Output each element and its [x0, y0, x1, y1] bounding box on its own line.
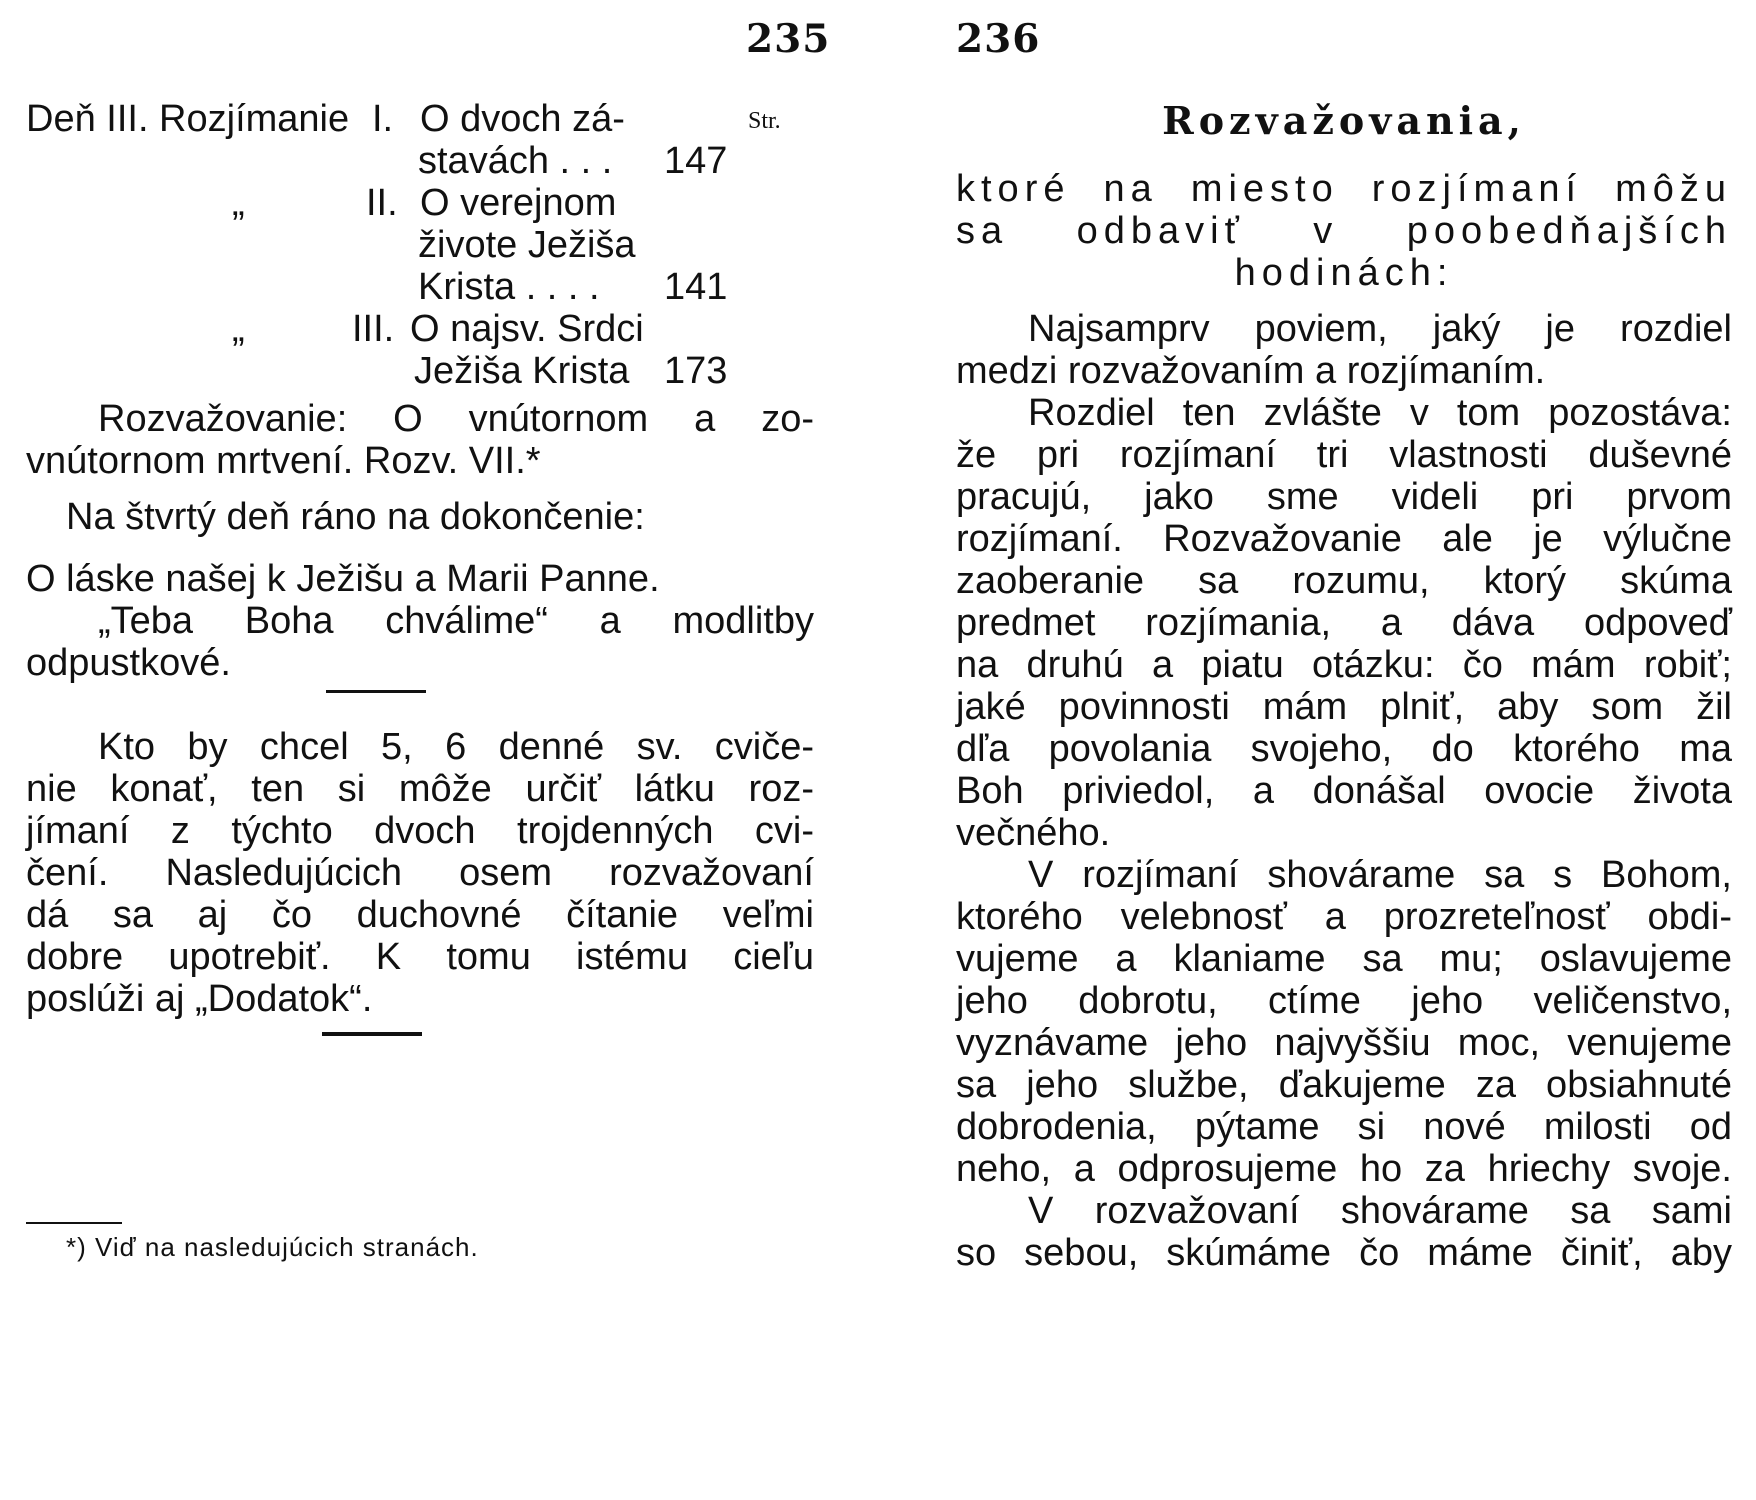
section-heading: Rozvažovania, [1162, 98, 1526, 143]
text-line: nie konať, ten si môže určiť látku roz- [26, 768, 814, 810]
text-line: na druhú a piatu otázku: čo mám robiť; [956, 644, 1732, 686]
text-line: medzi rozvažovaním a rozjímaním. [956, 350, 1546, 392]
page-number: 236 [956, 16, 1041, 62]
page-number: 235 [746, 16, 831, 62]
toc-page: 141 [664, 266, 728, 308]
subheading-line: ktoré na miesto rozjímaní môžu [956, 168, 1732, 210]
text-line: odpustkové. [26, 642, 231, 684]
text-line: pracujú, jako sme videli pri prvom [956, 476, 1732, 518]
toc-ditto: „ [232, 308, 245, 350]
toc-day-label: Deň III. Rozjímanie [26, 98, 350, 140]
subheading-line: sa odbaviť v poobedňajších [956, 210, 1732, 252]
text-line: jeho dobrotu, ctíme jeho veličenstvo, [956, 980, 1732, 1022]
text-line: vnútornom mrtvení. Rozv. VII.* [26, 440, 541, 482]
text-line: vyznávame jeho najvyššiu moc, venujeme [956, 1022, 1732, 1064]
toc-roman: II. [366, 182, 398, 224]
toc-page: 147 [664, 140, 728, 182]
footnote: *) Viď na nasledujúcich stranách. [66, 1232, 479, 1262]
toc-roman: I. [372, 98, 394, 140]
right-page [878, 0, 1756, 1500]
text-line: V rozjímaní shovárame sa s Bohom, [1028, 854, 1732, 896]
text-line: Kto by chcel 5, 6 denné sv. cviče- [98, 726, 814, 768]
toc-title-line: stavách . . . [418, 140, 613, 182]
toc-page: 173 [664, 350, 728, 392]
toc-title-line: O najsv. Srdci [410, 308, 644, 350]
text-line: dľa povolania svojeho, do ktorého ma [956, 728, 1732, 770]
text-line: dobre upotrebiť. K tomu istému cieľu [26, 936, 814, 978]
text-line: ktorého velebnosť a prozreteľnosť obdi- [956, 896, 1732, 938]
section-divider [326, 690, 426, 693]
toc-title-line: O verejnom [420, 182, 617, 224]
toc-ditto: „ [232, 182, 245, 224]
str-label: Str. [748, 108, 781, 134]
text-line: Najsamprv poviem, jaký je rozdiel [1028, 308, 1732, 350]
text-line: dá sa aj čo duchovné čítanie veľmi [26, 894, 814, 936]
text-line: že pri rozjímaní tri vlastnosti duševné [956, 434, 1732, 476]
text-line: Rozvažovanie: O vnútornom a zo- [98, 398, 814, 440]
toc-roman: III. [352, 308, 395, 350]
subheading-line: hodinách: [1234, 252, 1454, 294]
text-line: predmet rozjímania, a dáva odpoveď [956, 602, 1732, 644]
text-line: sa jeho službe, ďakujeme za obsiahnuté [956, 1064, 1732, 1106]
text-line: jímaní z týchto dvoch trojdenných cvi- [26, 810, 814, 852]
text-line: čení. Nasledujúcich osem rozvažovaní [26, 852, 814, 894]
section-divider [322, 1032, 422, 1036]
text-line: poslúži aj „Dodatok“. [26, 978, 373, 1020]
text-line: Rozdiel ten zvlášte v tom pozostáva: [1028, 392, 1732, 434]
text-line: Na štvrtý deň ráno na dokončenie: [66, 496, 645, 538]
text-line: rozjímaní. Rozvažovanie ale je výlučne [956, 518, 1732, 560]
text-line: dobrodenia, pýtame si nové milosti od [956, 1106, 1732, 1148]
text-line: jaké povinnosti mám plniť, aby som žil [956, 686, 1732, 728]
text-line: so sebou, skúmáme čo máme činiť, aby [956, 1232, 1732, 1274]
text-line: zaoberanie sa rozumu, ktorý skúma [956, 560, 1732, 602]
text-line: „Teba Boha chválime“ a modlitby [98, 600, 814, 642]
text-line: V rozvažovaní shovárame sa sami [1028, 1190, 1732, 1232]
toc-title-line: Ježiša Krista [414, 350, 630, 392]
text-line: neho, a odprosujeme ho za hriechy svoje. [956, 1148, 1732, 1190]
toc-title-line: živote Ježiša [418, 224, 636, 266]
text-line: Boh priviedol, a donášal ovocie života [956, 770, 1732, 812]
footnote-rule [26, 1222, 122, 1224]
text-line: O láske našej k Ježišu a Marii Panne. [26, 558, 660, 600]
text-line: večného. [956, 812, 1111, 854]
toc-title-line: O dvoch zá- [420, 98, 625, 140]
text-line: vujeme a klaniame sa mu; oslavujeme [956, 938, 1732, 980]
toc-title-line: Krista . . . . [418, 266, 600, 308]
